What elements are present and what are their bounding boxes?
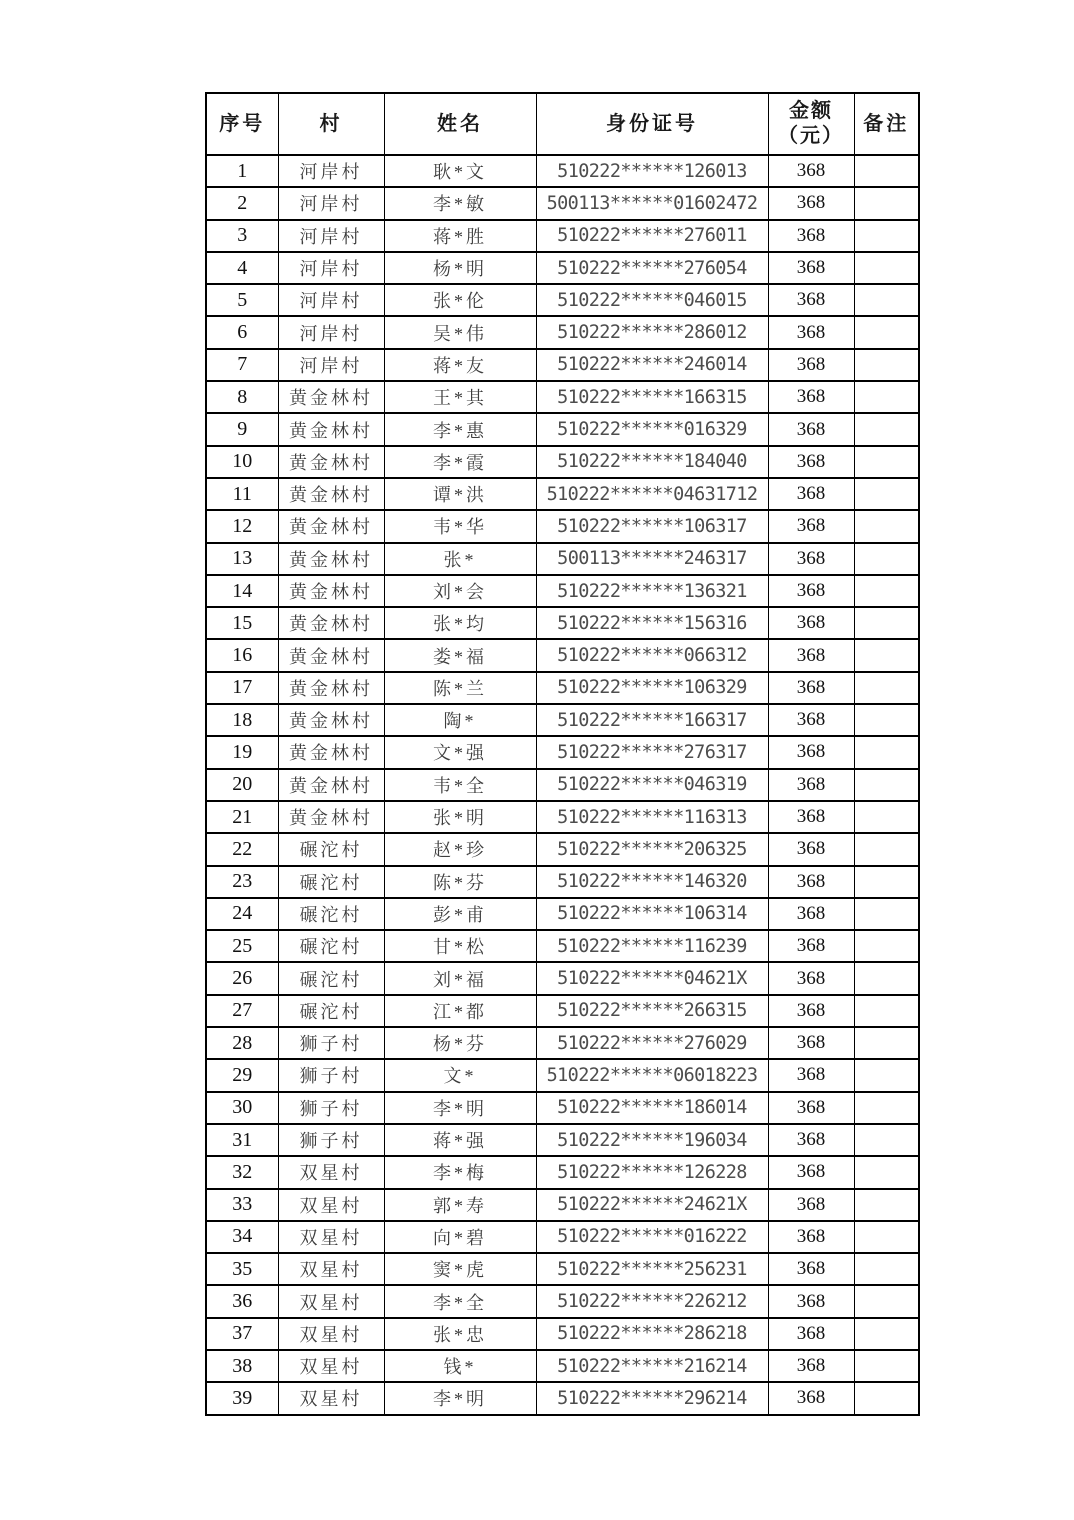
amount-cell: 368 — [768, 1124, 854, 1156]
serial-cell: 32 — [206, 1156, 278, 1188]
table-body — [206, 155, 919, 1415]
table-row — [206, 478, 919, 510]
table-row — [206, 1092, 919, 1124]
note-cell — [854, 575, 919, 607]
village-cell: 碾沱村 — [278, 898, 384, 930]
name-cell: 张*伦 — [384, 284, 536, 316]
note-cell — [854, 639, 919, 671]
amount-cell: 368 — [768, 1156, 854, 1188]
table-row — [206, 1027, 919, 1059]
note-cell — [854, 155, 919, 187]
name-cell: 蒋*胜 — [384, 220, 536, 252]
village-cell: 狮子村 — [278, 1059, 384, 1091]
id-number-cell: 510222******24621X — [536, 1189, 768, 1221]
amount-cell: 368 — [768, 575, 854, 607]
table-row — [206, 1189, 919, 1221]
serial-cell: 24 — [206, 898, 278, 930]
serial-cell: 33 — [206, 1189, 278, 1221]
serial-cell: 20 — [206, 769, 278, 801]
serial-cell: 34 — [206, 1221, 278, 1253]
village-cell: 碾沱村 — [278, 866, 384, 898]
note-cell — [854, 898, 919, 930]
table-row — [206, 1285, 919, 1317]
amount-cell: 368 — [768, 866, 854, 898]
village-cell: 河岸村 — [278, 187, 384, 219]
amount-cell: 368 — [768, 1350, 854, 1382]
column-header-note: 备注 — [854, 93, 919, 155]
id-number-cell: 510222******166317 — [536, 704, 768, 736]
village-cell: 黄金林村 — [278, 704, 384, 736]
id-number-cell: 510222******196034 — [536, 1124, 768, 1156]
serial-cell: 27 — [206, 995, 278, 1027]
name-cell: 张*均 — [384, 607, 536, 639]
name-cell: 耿*文 — [384, 155, 536, 187]
note-cell — [854, 220, 919, 252]
serial-cell: 28 — [206, 1027, 278, 1059]
table-row — [206, 1253, 919, 1285]
serial-cell: 30 — [206, 1092, 278, 1124]
id-number-cell: 510222******126013 — [536, 155, 768, 187]
table-row — [206, 833, 919, 865]
table-row — [206, 995, 919, 1027]
amount-cell: 368 — [768, 381, 854, 413]
village-cell: 狮子村 — [278, 1092, 384, 1124]
id-number-cell: 510222******066312 — [536, 639, 768, 671]
note-cell — [854, 284, 919, 316]
amount-cell: 368 — [768, 930, 854, 962]
table-row — [206, 1059, 919, 1091]
note-cell — [854, 187, 919, 219]
id-number-cell: 510222******016329 — [536, 413, 768, 445]
name-cell: 杨*明 — [384, 252, 536, 284]
note-cell — [854, 930, 919, 962]
name-cell: 韦*全 — [384, 769, 536, 801]
id-number-cell: 510222******276317 — [536, 736, 768, 768]
id-number-cell: 510222******286012 — [536, 316, 768, 348]
amount-cell: 368 — [768, 769, 854, 801]
serial-cell: 19 — [206, 736, 278, 768]
amount-cell: 368 — [768, 316, 854, 348]
id-number-cell: 510222******276054 — [536, 252, 768, 284]
note-cell — [854, 252, 919, 284]
village-cell: 双星村 — [278, 1156, 384, 1188]
note-cell — [854, 1027, 919, 1059]
village-cell: 双星村 — [278, 1189, 384, 1221]
name-cell: 刘*会 — [384, 575, 536, 607]
amount-cell: 368 — [768, 1253, 854, 1285]
village-cell: 狮子村 — [278, 1124, 384, 1156]
name-cell: 张*明 — [384, 801, 536, 833]
name-cell: 文*强 — [384, 736, 536, 768]
serial-cell: 29 — [206, 1059, 278, 1091]
table-row — [206, 736, 919, 768]
id-number-cell: 510222******184040 — [536, 446, 768, 478]
table-row — [206, 187, 919, 219]
note-cell — [854, 1350, 919, 1382]
table-row — [206, 413, 919, 445]
serial-cell: 4 — [206, 252, 278, 284]
table-header — [206, 93, 919, 155]
table-row — [206, 672, 919, 704]
note-cell — [854, 316, 919, 348]
amount-cell: 368 — [768, 510, 854, 542]
id-number-cell: 510222******276011 — [536, 220, 768, 252]
table-row — [206, 1318, 919, 1350]
village-cell: 狮子村 — [278, 1027, 384, 1059]
village-cell: 黄金林村 — [278, 769, 384, 801]
amount-cell: 368 — [768, 478, 854, 510]
table-row — [206, 1221, 919, 1253]
id-number-cell: 510222******296214 — [536, 1382, 768, 1414]
name-cell: 杨*芬 — [384, 1027, 536, 1059]
serial-cell: 14 — [206, 575, 278, 607]
table-row — [206, 704, 919, 736]
village-cell: 双星村 — [278, 1350, 384, 1382]
amount-header-line1: 金额 — [789, 100, 833, 122]
table-row — [206, 155, 919, 187]
name-cell: 李*敏 — [384, 187, 536, 219]
column-header-serial: 序号 — [206, 93, 278, 155]
id-number-cell: 510222******276029 — [536, 1027, 768, 1059]
note-cell — [854, 801, 919, 833]
village-cell: 黄金林村 — [278, 446, 384, 478]
note-cell — [854, 446, 919, 478]
village-cell: 碾沱村 — [278, 930, 384, 962]
amount-cell: 368 — [768, 252, 854, 284]
name-cell: 李*惠 — [384, 413, 536, 445]
note-cell — [854, 1221, 919, 1253]
id-number-cell: 500113******01602472 — [536, 187, 768, 219]
table-row — [206, 607, 919, 639]
id-number-cell: 510222******106317 — [536, 510, 768, 542]
note-cell — [854, 381, 919, 413]
payment-roster-table — [205, 92, 920, 1416]
name-cell: 李*全 — [384, 1285, 536, 1317]
name-cell: 李*梅 — [384, 1156, 536, 1188]
village-cell: 黄金林村 — [278, 639, 384, 671]
village-cell: 黄金林村 — [278, 413, 384, 445]
serial-cell: 21 — [206, 801, 278, 833]
note-cell — [854, 1318, 919, 1350]
name-cell: 江*都 — [384, 995, 536, 1027]
note-cell — [854, 413, 919, 445]
name-cell: 钱* — [384, 1350, 536, 1382]
id-number-cell: 510222******126228 — [536, 1156, 768, 1188]
id-number-cell: 510222******286218 — [536, 1318, 768, 1350]
id-number-cell: 510222******116313 — [536, 801, 768, 833]
amount-cell: 368 — [768, 639, 854, 671]
id-number-cell: 510222******116239 — [536, 930, 768, 962]
table-row — [206, 543, 919, 575]
table-row — [206, 898, 919, 930]
note-cell — [854, 672, 919, 704]
serial-cell: 9 — [206, 413, 278, 445]
serial-cell: 25 — [206, 930, 278, 962]
village-cell: 碾沱村 — [278, 995, 384, 1027]
serial-cell: 31 — [206, 1124, 278, 1156]
id-number-cell: 510222******246014 — [536, 349, 768, 381]
table-row — [206, 349, 919, 381]
note-cell — [854, 704, 919, 736]
village-cell: 河岸村 — [278, 349, 384, 381]
id-number-cell: 510222******166315 — [536, 381, 768, 413]
name-cell: 赵*珍 — [384, 833, 536, 865]
note-cell — [854, 478, 919, 510]
note-cell — [854, 995, 919, 1027]
village-cell: 黄金林村 — [278, 381, 384, 413]
village-cell: 黄金林村 — [278, 478, 384, 510]
table-row — [206, 769, 919, 801]
note-cell — [854, 607, 919, 639]
header-row — [206, 93, 919, 155]
serial-cell: 23 — [206, 866, 278, 898]
serial-cell: 7 — [206, 349, 278, 381]
serial-cell: 18 — [206, 704, 278, 736]
name-cell: 窦*虎 — [384, 1253, 536, 1285]
id-number-cell: 510222******016222 — [536, 1221, 768, 1253]
amount-cell: 368 — [768, 995, 854, 1027]
name-cell: 吴*伟 — [384, 316, 536, 348]
village-cell: 河岸村 — [278, 220, 384, 252]
column-header-name: 姓名 — [384, 93, 536, 155]
name-cell: 张*忠 — [384, 1318, 536, 1350]
village-cell: 黄金林村 — [278, 672, 384, 704]
village-cell: 黄金林村 — [278, 736, 384, 768]
serial-cell: 5 — [206, 284, 278, 316]
note-cell — [854, 1059, 919, 1091]
serial-cell: 36 — [206, 1285, 278, 1317]
village-cell: 碾沱村 — [278, 833, 384, 865]
serial-cell: 12 — [206, 510, 278, 542]
serial-cell: 11 — [206, 478, 278, 510]
name-cell: 郭*寿 — [384, 1189, 536, 1221]
village-cell: 黄金林村 — [278, 575, 384, 607]
name-cell: 陶* — [384, 704, 536, 736]
serial-cell: 1 — [206, 155, 278, 187]
note-cell — [854, 1189, 919, 1221]
table-row — [206, 639, 919, 671]
table-row — [206, 801, 919, 833]
village-cell: 双星村 — [278, 1318, 384, 1350]
name-cell: 刘*福 — [384, 962, 536, 994]
amount-cell: 368 — [768, 446, 854, 478]
id-number-cell: 510222******04621X — [536, 962, 768, 994]
name-cell: 蒋*友 — [384, 349, 536, 381]
table-row — [206, 252, 919, 284]
table-row — [206, 930, 919, 962]
amount-header-line2: （元） — [778, 125, 844, 147]
table-row — [206, 1156, 919, 1188]
amount-cell: 368 — [768, 1318, 854, 1350]
amount-cell: 368 — [768, 1382, 854, 1414]
name-cell: 陈*芬 — [384, 866, 536, 898]
note-cell — [854, 962, 919, 994]
table-row — [206, 446, 919, 478]
id-number-cell: 510222******266315 — [536, 995, 768, 1027]
name-cell: 向*碧 — [384, 1221, 536, 1253]
name-cell: 彭*甫 — [384, 898, 536, 930]
serial-cell: 10 — [206, 446, 278, 478]
name-cell: 蒋*强 — [384, 1124, 536, 1156]
id-number-cell: 510222******206325 — [536, 833, 768, 865]
note-cell — [854, 769, 919, 801]
amount-cell: 368 — [768, 898, 854, 930]
serial-cell: 39 — [206, 1382, 278, 1414]
id-number-cell: 510222******106314 — [536, 898, 768, 930]
name-cell: 韦*华 — [384, 510, 536, 542]
amount-cell: 368 — [768, 284, 854, 316]
village-cell: 河岸村 — [278, 284, 384, 316]
amount-cell: 368 — [768, 607, 854, 639]
amount-cell: 368 — [768, 543, 854, 575]
table-row — [206, 1350, 919, 1382]
name-cell: 李*霞 — [384, 446, 536, 478]
village-cell: 河岸村 — [278, 316, 384, 348]
amount-cell: 368 — [768, 801, 854, 833]
note-cell — [854, 1092, 919, 1124]
serial-cell: 37 — [206, 1318, 278, 1350]
id-number-cell: 510222******06018223 — [536, 1059, 768, 1091]
note-cell — [854, 1285, 919, 1317]
id-number-cell: 500113******246317 — [536, 543, 768, 575]
amount-cell: 368 — [768, 349, 854, 381]
amount-cell: 368 — [768, 187, 854, 219]
amount-cell: 368 — [768, 1027, 854, 1059]
table-row — [206, 866, 919, 898]
name-cell: 李*明 — [384, 1382, 536, 1414]
id-number-cell: 510222******106329 — [536, 672, 768, 704]
amount-cell: 368 — [768, 155, 854, 187]
amount-cell: 368 — [768, 1189, 854, 1221]
amount-cell: 368 — [768, 1092, 854, 1124]
village-cell: 双星村 — [278, 1253, 384, 1285]
id-number-cell: 510222******226212 — [536, 1285, 768, 1317]
name-cell: 张* — [384, 543, 536, 575]
table-row — [206, 1124, 919, 1156]
serial-cell: 15 — [206, 607, 278, 639]
serial-cell: 16 — [206, 639, 278, 671]
serial-cell: 22 — [206, 833, 278, 865]
serial-cell: 8 — [206, 381, 278, 413]
amount-cell: 368 — [768, 736, 854, 768]
serial-cell: 3 — [206, 220, 278, 252]
name-cell: 甘*松 — [384, 930, 536, 962]
village-cell: 黄金林村 — [278, 607, 384, 639]
serial-cell: 35 — [206, 1253, 278, 1285]
note-cell — [854, 866, 919, 898]
village-cell: 双星村 — [278, 1382, 384, 1414]
note-cell — [854, 1253, 919, 1285]
amount-cell: 368 — [768, 1285, 854, 1317]
note-cell — [854, 1124, 919, 1156]
amount-cell: 368 — [768, 672, 854, 704]
serial-cell: 38 — [206, 1350, 278, 1382]
note-cell — [854, 833, 919, 865]
amount-cell: 368 — [768, 962, 854, 994]
amount-cell: 368 — [768, 833, 854, 865]
name-cell: 娄*福 — [384, 639, 536, 671]
amount-cell: 368 — [768, 1221, 854, 1253]
amount-cell: 368 — [768, 413, 854, 445]
table-row — [206, 1382, 919, 1414]
column-header-id: 身份证号 — [536, 93, 768, 155]
name-cell: 王*其 — [384, 381, 536, 413]
village-cell: 河岸村 — [278, 155, 384, 187]
id-number-cell: 510222******186014 — [536, 1092, 768, 1124]
id-number-cell: 510222******046319 — [536, 769, 768, 801]
table-row — [206, 962, 919, 994]
table-row — [206, 510, 919, 542]
id-number-cell: 510222******256231 — [536, 1253, 768, 1285]
id-number-cell: 510222******04631712 — [536, 478, 768, 510]
serial-cell: 26 — [206, 962, 278, 994]
table-row — [206, 575, 919, 607]
name-cell: 谭*洪 — [384, 478, 536, 510]
village-cell: 河岸村 — [278, 252, 384, 284]
village-cell: 黄金林村 — [278, 801, 384, 833]
table-row — [206, 381, 919, 413]
name-cell: 李*明 — [384, 1092, 536, 1124]
column-header-amount — [768, 93, 854, 155]
id-number-cell: 510222******136321 — [536, 575, 768, 607]
note-cell — [854, 510, 919, 542]
table-row — [206, 220, 919, 252]
amount-cell: 368 — [768, 704, 854, 736]
village-cell: 双星村 — [278, 1221, 384, 1253]
village-cell: 碾沱村 — [278, 962, 384, 994]
table-row — [206, 316, 919, 348]
village-cell: 黄金林村 — [278, 510, 384, 542]
column-header-village: 村 — [278, 93, 384, 155]
id-number-cell: 510222******046015 — [536, 284, 768, 316]
serial-cell: 2 — [206, 187, 278, 219]
name-cell: 文* — [384, 1059, 536, 1091]
note-cell — [854, 736, 919, 768]
amount-cell: 368 — [768, 1059, 854, 1091]
serial-cell: 17 — [206, 672, 278, 704]
serial-cell: 6 — [206, 316, 278, 348]
village-cell: 黄金林村 — [278, 543, 384, 575]
id-number-cell: 510222******156316 — [536, 607, 768, 639]
table-row — [206, 284, 919, 316]
amount-cell: 368 — [768, 220, 854, 252]
note-cell — [854, 543, 919, 575]
id-number-cell: 510222******146320 — [536, 866, 768, 898]
note-cell — [854, 1382, 919, 1414]
village-cell: 双星村 — [278, 1285, 384, 1317]
id-number-cell: 510222******216214 — [536, 1350, 768, 1382]
note-cell — [854, 1156, 919, 1188]
name-cell: 陈*兰 — [384, 672, 536, 704]
serial-cell: 13 — [206, 543, 278, 575]
note-cell — [854, 349, 919, 381]
